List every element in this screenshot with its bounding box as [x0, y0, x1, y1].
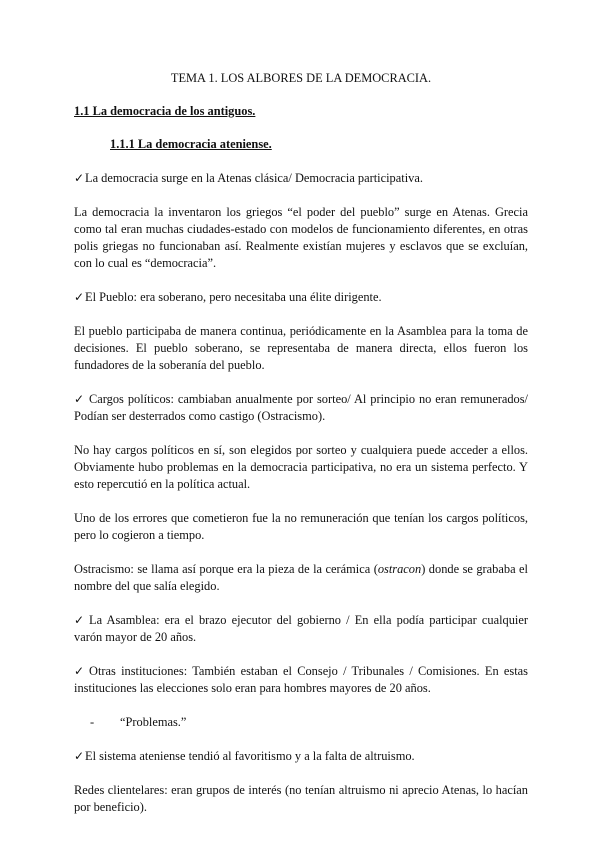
paragraph-6: No hay cargos políticos en sí, son elegidos por sorteo y cualquiera puede acceder a ellos. Obviamente hubo problemas en la democracia participativa, no era un sistema perfecto. Y esto repercutió en la política actual. — [74, 443, 528, 491]
checkmark-icon: ✓ — [74, 664, 85, 678]
checkmark-icon: ✓ — [74, 392, 85, 406]
paragraph-8-text-end: ) donde se grababa el nombre del que salía elegido. — [74, 562, 528, 593]
checkmark-icon: ✓ — [74, 613, 85, 627]
paragraph-8 — [74, 561, 528, 595]
paragraph-1-text: La democracia surge en la Atenas clásica/ Democracia participativa. — [85, 171, 423, 185]
paragraph-11-text: El sistema ateniense tendió al favoritismo y a la falta de altruismo. — [85, 749, 415, 763]
checkmark-icon: ✓ — [74, 290, 85, 304]
paragraph-7: Uno de los errores que cometieron fue la no remuneración que tenían los cargos políticos, pero lo cogieron a tiempo. — [74, 511, 528, 542]
list-dash: - — [90, 715, 95, 729]
paragraph-5-text: Cargos políticos: cambiaban anualmente por sorteo/ Al principio no eran remunerados/ Podían ser desterrados como castigo (Ostracismo). — [74, 392, 528, 423]
paragraph-1 — [74, 170, 528, 187]
paragraph-8-text-start: Ostracismo: se llama así porque era la pieza de la cerámica ( — [74, 562, 378, 576]
paragraph-8-italic: ostracon — [377, 562, 422, 576]
subsection-heading: 1.1.1 La democracia ateniense. — [110, 137, 272, 151]
section-heading: 1.1 La democracia de los antiguos. — [74, 104, 256, 118]
paragraph-3 — [74, 289, 528, 306]
paragraph-12: Redes clientelares: eran grupos de interés (no tenían altruismo ni aprecio Atenas, lo hacían por beneficio). — [74, 783, 528, 814]
paragraph-10-text: Otras instituciones: También estaban el Consejo / Tribunales / Comisiones. En estas instituciones las elecciones solo eran para hombres mayores de 20 años. — [74, 664, 528, 695]
paragraph-3-text: El Pueblo: era soberano, pero necesitaba una élite dirigente. — [85, 290, 382, 304]
list-item — [90, 714, 528, 731]
checkmark-icon: ✓ — [74, 171, 85, 185]
paragraph-10 — [74, 663, 528, 697]
paragraph-2: La democracia la inventaron los griegos “el poder del pueblo” surge en Atenas. Grecia como tal eran muchas ciudades-estado con modelos de funcionamiento diferentes, en otras polis griegas no funcionaban así. Realmente existían mujeres y esclavos que se excluían, con lo cual es “democracia”. — [74, 205, 528, 270]
paragraph-9 — [74, 612, 528, 646]
list-item-text: “Problemas.” — [120, 715, 187, 729]
document-title: TEMA 1. LOS ALBORES DE LA DEMOCRACIA. — [170, 71, 432, 85]
paragraph-4: El pueblo participaba de manera continua, periódicamente en la Asamblea para la toma de decisiones. El pueblo soberano, se representaba de manera directa, ellos fueron los fundadores de la soberanía del pueblo. — [74, 324, 528, 372]
paragraph-5 — [74, 391, 528, 425]
paragraph-11 — [74, 748, 528, 765]
document-page — [74, 70, 528, 833]
paragraph-9-text: La Asamblea: era el brazo ejecutor del gobierno / En ella podía participar cualquier varón mayor de 20 años. — [74, 613, 528, 644]
checkmark-icon: ✓ — [74, 749, 85, 763]
